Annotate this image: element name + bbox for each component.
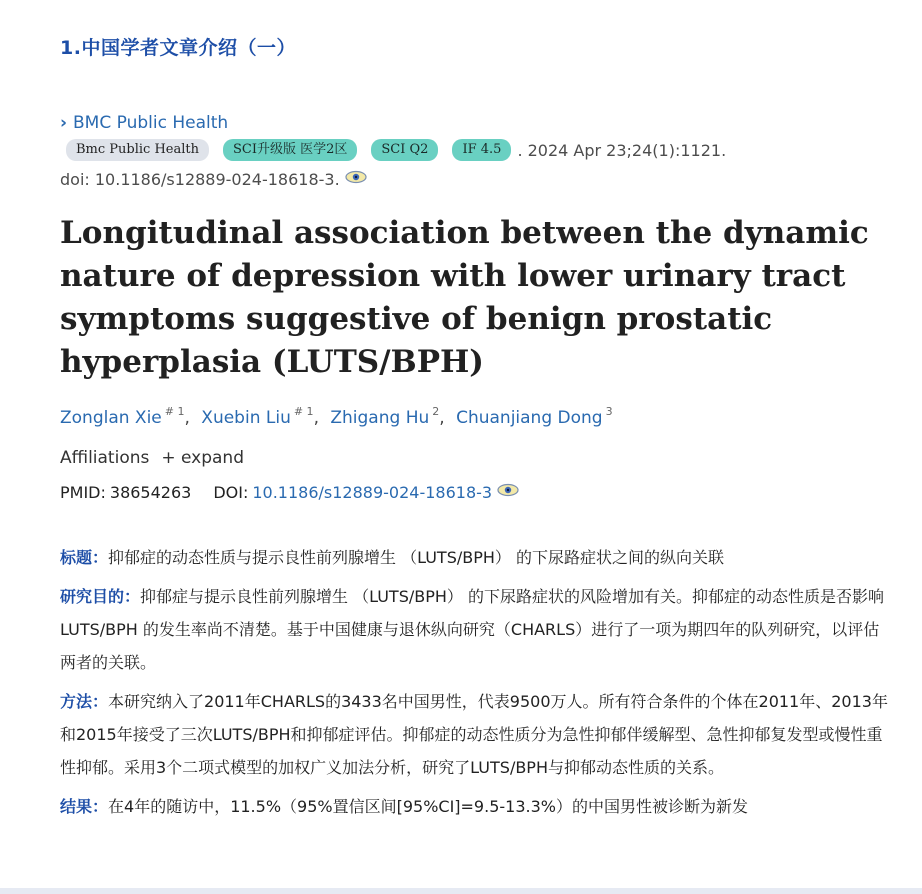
- summary-objective-paragraph: [60, 580, 892, 679]
- doi-label: DOI:: [213, 482, 249, 502]
- chinese-summary: [60, 541, 892, 829]
- author-link[interactable]: Chuanjiang Dong: [456, 408, 603, 428]
- eye-icon[interactable]: [344, 169, 368, 189]
- journal-link[interactable]: [60, 113, 228, 133]
- identifiers-row: [60, 482, 520, 502]
- badge-row: [66, 139, 726, 161]
- author-link[interactable]: Zhigang Hu: [330, 408, 430, 428]
- expand-button[interactable]: + expand: [161, 448, 245, 468]
- summary-objective-label: 研究目的：: [60, 587, 141, 606]
- impact-factor-badge: IF 4.5: [452, 139, 511, 161]
- summary-title-paragraph: [60, 541, 892, 574]
- author-separator: ,: [313, 408, 319, 428]
- author-link[interactable]: Xuebin Liu: [201, 408, 291, 428]
- summary-objective-text: 抑郁症与提示良性前列腺增生 （LUTS/BPH） 的下尿路症状的风险增加有关。抑郁症的动态性质是否影响 LUTS/BPH 的发生率尚不清楚。基于中国健康与退休纵向研究（CHARLS）进行了一项为期四年的队列研究，以评估两者的关联。: [60, 587, 884, 672]
- pmid-label: PMID:: [60, 482, 106, 502]
- summary-results-label: 结果：: [60, 797, 109, 816]
- doi-link[interactable]: 10.1186/s12889-024-18618-3: [252, 482, 493, 502]
- author-link[interactable]: Zonglan Xie: [60, 408, 162, 428]
- author-affiliation-ref[interactable]: # 1: [293, 405, 314, 418]
- summary-results-text: 在4年的随访中，11.5%（95%置信区间[95%CI]=9.5-13.3%）的中国男性被诊断为新发: [108, 797, 748, 816]
- article-title: Longitudinal association between the dynamic nature of depression with lower urinary tract symptoms suggestive of benign prostatic hyperplasia (LUTS/BPH): [60, 215, 869, 380]
- affiliations-row: [60, 448, 244, 468]
- eye-icon[interactable]: [496, 482, 520, 502]
- summary-title-text: 抑郁症的动态性质与提示良性前列腺增生 （LUTS/BPH） 的下尿路症状之间的纵向关联: [108, 548, 724, 567]
- doi-line: [60, 169, 368, 189]
- quartile-badge: SCI Q2: [371, 139, 438, 161]
- journal-badge: Bmc Public Health: [66, 139, 209, 161]
- section-title: 1.中国学者文章介绍（一）: [60, 37, 296, 59]
- summary-title-label: 标题：: [60, 548, 109, 567]
- author-affiliation-ref[interactable]: 2: [432, 405, 440, 418]
- author-affiliation-ref[interactable]: 3: [605, 405, 613, 418]
- author-affiliation-ref[interactable]: # 1: [164, 405, 185, 418]
- author-separator: ,: [184, 408, 190, 428]
- summary-methods-text: 本研究纳入了2011年CHARLS的3433名中国男性，代表9500万人。所有符合条件的个体在2011年、2013年和2015年接受了三次LUTS/BPH和抑郁症评估。抑郁症的动态性质分为急性抑郁伴缓解型、急性抑郁复发型或慢性重性抑郁。采用3个二项式模型的加权广义加法分析，研究了LUTS/BPH与抑郁动态性质的关系。: [60, 692, 888, 777]
- citation: . 2024 Apr 23;24(1):1121.: [517, 140, 727, 160]
- affiliations-label: Affiliations: [60, 448, 150, 468]
- author-separator: ,: [439, 408, 445, 428]
- author-list: [60, 405, 613, 428]
- summary-methods-paragraph: [60, 685, 892, 784]
- chevron-right-icon: ›: [60, 113, 68, 133]
- summary-methods-label: 方法：: [60, 692, 109, 711]
- journal-link-label: BMC Public Health: [73, 113, 229, 133]
- ranking-badge: SCI升级版 医学2区: [223, 139, 357, 161]
- doi-text: doi: 10.1186/s12889-024-18618-3.: [60, 169, 340, 189]
- bottom-divider: [0, 888, 922, 894]
- summary-results-paragraph: [60, 790, 892, 823]
- pmid-value: 38654263: [109, 482, 192, 502]
